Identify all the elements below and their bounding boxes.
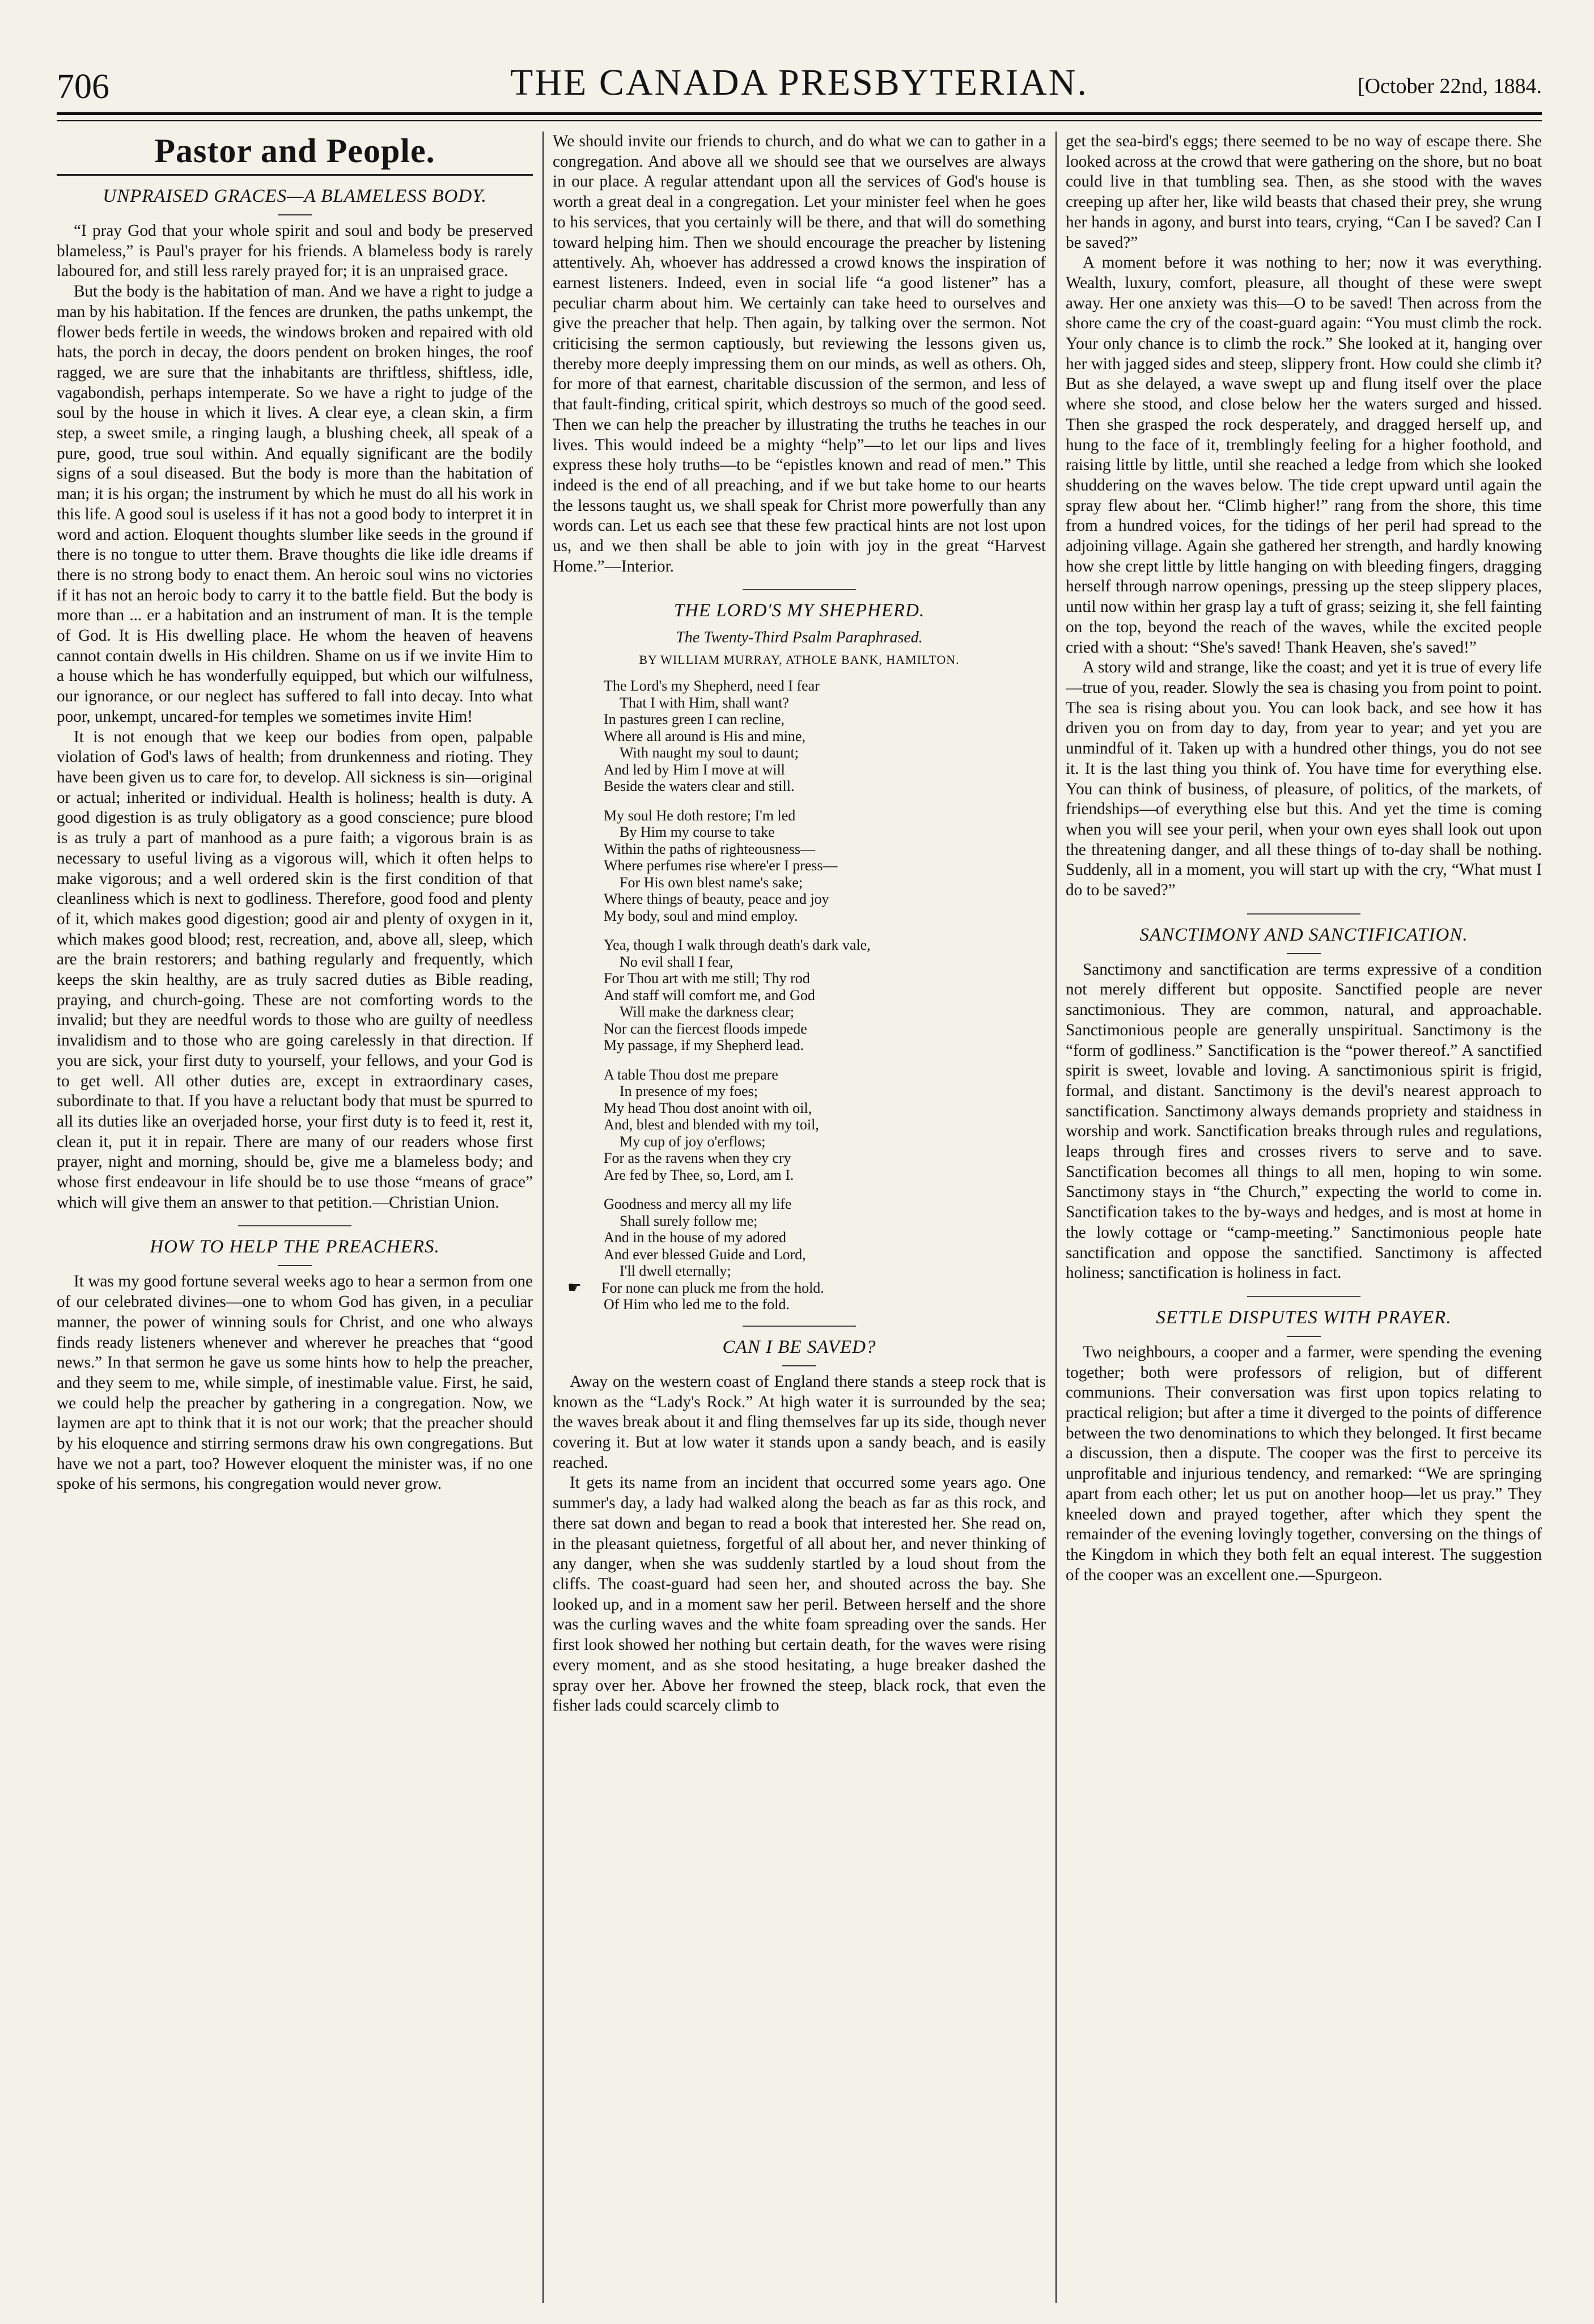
poem-line: By Him my course to take: [620, 824, 775, 841]
poem-line: Shall surely follow me;: [620, 1212, 758, 1229]
poem-line: And led by Him I move at will: [604, 761, 785, 778]
section-rule: [1247, 913, 1360, 915]
poem-line: My cup of joy o'erflows;: [620, 1133, 766, 1150]
poem-line: Beside the waters clear and still.: [604, 778, 795, 795]
poem-line: For as the ravens when they cry: [604, 1150, 791, 1167]
poem-line: A table Thou dost me prepare: [604, 1066, 778, 1083]
column-divider-1: [542, 132, 544, 2303]
poem-title: THE LORD'S MY SHEPHERD.: [673, 600, 925, 621]
poem-line: For Thou art with me still; Thy rod: [604, 970, 810, 987]
poem-line: For none can pluck me from the hold.: [601, 1279, 824, 1296]
poem-line: And in the house of my adored: [604, 1229, 787, 1246]
section-rule: [743, 589, 856, 590]
paragraph: A story wild and strange, like the coast; and yet it is true of every life—true of you, reader. Slowly the sea is chasing you from point to point. The sea is rising about you. You can look back, and see how it has driven you on from day to day, from year to year; and yet you are unmindful of it. Taken up with a hundred other things, you do not see it. It is the last thing you think of. You have time for everything else. You can think of business, of pleasure, of politics, of the markets, of friendships—of everything else but this. And yet the time is coming when you will see your peril, when your own eyes shall look out upon the threatening danger, and all these things of to-day shall be nothing. Suddenly, all in a moment, you will start up with the cry, “What must I do to be saved?”: [1066, 658, 1542, 900]
poem-line: And ever blessed Guide and Lord,: [604, 1246, 806, 1263]
section-rule: [238, 1225, 351, 1226]
poem-line: Yea, though I walk through death's dark vale,: [604, 937, 871, 954]
poem-line: And, blest and blended with my toil,: [604, 1116, 819, 1133]
title-dash: [782, 1365, 816, 1366]
poem: [567, 678, 1046, 1313]
article-title: HOW TO HELP THE PREACHERS.: [150, 1237, 440, 1258]
header-rule-thick: [57, 112, 1542, 115]
poem-line: My body, soul and mind employ.: [604, 907, 798, 924]
poem-line: In pastures green I can recline,: [604, 711, 785, 728]
poem-line: Where all around is His and mine,: [604, 727, 806, 744]
poem-line: Will make the darkness clear;: [620, 1004, 794, 1021]
paragraph: It is not enough that we keep our bodies from open, palpable violation of God's laws of health; from drunkenness and rioting. They have been given us to care for, to develop. All sickness is sin—original or actual; inherited or individual. Health is holiness; health is duty. A good digestion is as truly obligatory as a good conscience; pure blood is as truly a part of manhood as a pure faith; a vigorous brain is as necessary to useful living as a vigorous will, which it often helps to make vigorous; and a well ordered skin is the first condition of that cleanliness which is next to godliness. Therefore, good food and plenty of it, which makes good digestion; good air and plenty of oxygen in it, which makes good blood; rest, recreation, and, above all, sleep, which are the brain restorers; and bathing regularly and frequently, which keeps the skin healthy, are as truly sacred duties as Bible reading, praying, and church-going. These are not comforting words to the invalid; but they are needful words to those who are guilty of needless invalidism and to those who are going carelessly in that direction. If you are sick, your first duty to yourself, your fellows, and your God is to get well. All other duties are, except in extraordinary cases, subordinate to that. If you have a reluctant body that must be spurred to all its duties like an overjaded horse, your first duty is to feed it, rest it, clean it, put it in repair. There are many of our readers whose first prayer, night and morning, should be, give me a blameless body; and whose first endeavour in life should be to use those “means of grace” which will give them an answer to that petition.—Christian Union.: [57, 727, 533, 1212]
column-divider-2: [1055, 132, 1057, 2303]
article-title: SETTLE DISPUTES WITH PRAYER.: [1156, 1307, 1452, 1328]
paragraph: “I pray God that your whole spirit and soul and body be preserved blameless,” is Paul's prayer for his friends. A blameless body is rarely laboured for, and still less rarely prayed for; it is an unpraised grace.: [57, 222, 533, 281]
poem-byline: BY WILLIAM MURRAY, ATHOLE BANK, HAMILTON.: [639, 653, 960, 667]
poem-stanza: [567, 1196, 1046, 1313]
poem-stanza: [604, 937, 1046, 1054]
pointing-hand-icon: ☛: [567, 1279, 582, 1297]
poem-line: The Lord's my Shepherd, need I fear: [604, 678, 820, 695]
poem-line: My passage, if my Shepherd lead.: [604, 1037, 804, 1054]
title-dash: [1287, 1336, 1321, 1337]
poem-line: My head Thou dost anoint with oil,: [604, 1099, 812, 1116]
title-dash: [278, 1265, 312, 1266]
poem-line: Goodness and mercy all my life: [604, 1196, 792, 1213]
paragraph: Two neighbours, a cooper and a farmer, were spending the evening together; both were professors of religion, but of different communions. Their conversation was first upon topics relating to practical religion; but after a time it diverged to the points of difference between the two denominations to which they belonged. It first became a discussion, then a dispute. The cooper was the first to perceive its unprofitable and injurious tendency, and remarked: “We are springing apart from each other; let us put on another hoop—let us pray.” They kneeled down and prayed together, after which they spent the remainder of the evening lovingly together, conversing on the things of the Kingdom in which they both felt an equal interest. The suggestion of the cooper was an excellent one.—Spurgeon.: [1066, 1343, 1542, 1584]
article-title: SANCTIMONY AND SANCTIFICATION.: [1139, 924, 1468, 945]
title-dash: [1287, 953, 1321, 954]
poem-line: In presence of my foes;: [620, 1083, 758, 1100]
poem-line: For His own blest name's sake;: [620, 874, 803, 891]
poem-line: Are fed by Thee, so, Lord, am I.: [604, 1166, 794, 1183]
poem-stanza: [604, 807, 1046, 925]
poem-line: With naught my soul to daunt;: [620, 744, 799, 761]
paragraph: It gets its name from an incident that occurred some years ago. One summer's day, a lady had walked along the beach as far as this rock, and there sat down and began to read a book that interested her. She read on, in the pleasant quietness, forgetful of all about her, and never thinking of any danger, when she was suddenly startled by a loud shout from the cliffs. The coast-guard had seen her, and shouted across the bay. She looked up, and in a moment saw her peril. Between herself and the shore was the curling waves and the white foam spreading over the sands. Her first look showed her nothing but certain death, for the waves were rising every moment, and as she stood hesitating, a huge breaker dashed the spray over her. Above her frowned the steep, black rock, that even the fisher lads could scarcely climb to: [553, 1474, 1046, 1715]
column-2: [553, 132, 1046, 2303]
title-dash: [278, 214, 312, 215]
column-1: [57, 132, 533, 2303]
paragraph: We should invite our friends to church, and do what we can to gather in a congregation. And above all we should see that we ourselves are always in our place. A regular attendant upon all the services of God's house is worth a great deal in a congregation. Let your minister feel when he goes to his services, that you certainly will be there, and that will do something toward helping him. Then we should encourage the preacher by listening attentively. Ah, whoever has addressed a crowd knows the inspiration of earnest listeners. Indeed, even in social life “a good listener” has a peculiar charm about him. We certainly can take heed to ourselves and give the preacher that help. Then again, by talking over the sermon. Not criticising the sermon captiously, but reviewing the lessons given us, thereby more deeply impressing them on our minds, as well as others. Oh, for more of that earnest, charitable discussion of the sermon, and less of that fault-finding, critical spirit, which destroys so much of the good seed. Then we can help the preacher by illustrating the truths he teaches in our lives. This would indeed be a mighty “help”—to let our lips and lives express these holy truths—to be “epistles known and read of men.” This indeed is the end of all preaching, and if we but take home to our hearts the lessons taught us, we shall speak for Christ more powerfully than any words can. Let us each see that these few practical hints are not lost upon us, and we then shall be able to join with joy in the great “Harvest Home.”—Interior.: [553, 132, 1046, 575]
newspaper-title: THE CANADA PRESBYTERIAN.: [510, 62, 1088, 103]
section-rule: [743, 1326, 856, 1327]
article-title: CAN I BE SAVED?: [722, 1336, 876, 1357]
poem-line: Where perfumes rise where'er I press—: [604, 857, 838, 874]
poem-stanza: [604, 1066, 1046, 1184]
section-rule: [1247, 1296, 1360, 1297]
issue-date: [October 22nd, 1884.: [1357, 74, 1542, 98]
poem-stanza: [604, 678, 1046, 795]
poem-line: That I with Him, shall want?: [620, 694, 789, 711]
poem-line: Where things of beauty, peace and joy: [604, 891, 829, 908]
poem-line: Nor can the fiercest floods impede: [604, 1020, 807, 1037]
poem-line: My soul He doth restore; I'm led: [604, 807, 796, 824]
poem-line: Of Him who led me to the fold.: [604, 1296, 790, 1313]
masthead-rule: [57, 174, 533, 176]
column-3: [1066, 132, 1542, 2303]
poem-line: Within the paths of righteousness—: [604, 840, 816, 857]
poem-subtitle: The Twenty-Third Psalm Paraphrased.: [676, 629, 923, 647]
section-masthead: Pastor and People.: [154, 132, 435, 170]
paragraph: Away on the western coast of England there stands a steep rock that is known as the “Lady's Rock.” At high water it is surrounded by the sea; the waves break about it and fling themselves far up its side, though never covering it. But at low water it stands upon a sandy beach, and is easily reached.: [553, 1372, 1046, 1472]
page-header: [57, 61, 1542, 112]
article-title: UNPRAISED GRACES—A BLAMELESS BODY.: [103, 186, 487, 206]
paragraph: A moment before it was nothing to her; now it was everything. Wealth, luxury, comfort, pleasure, all thought of these were swept away. Her one anxiety was this—O to be saved! Then across from the shore came the cry of the coast-guard again: “You must climb the rock. Your only chance is to climb the rock.” She looked at it, hanging over her with jagged sides and steep, slippery front. How could she climb it? But as she delayed, a wave swept up and flung itself over the place where she stood, and close below her the waters surged and hissed. Then she grasped the rock desperately, and dragged herself up, and hung to the face of it, tremblingly feeling for a higher foothold, and raising little by little, until she reached a ledge from which she looked shuddering on the waves below. The tide crept upward until again the spray flew about her. “Climb higher!” rang from the shore, this time from a hundred voices, for the tidings of her peril had spread to the adjoining village. Again she gathered her strength, and hardly knowing how she crept little by little hanging on with bleeding fingers, dragging herself through narrow openings, pressing up the steep slippery places, until now within her grasp lay a tuft of grass; seizing it, she fell fainting on the top, beyond the reach of the waves, while the excited people cried with a shout: “She's saved! Thank Heaven, she's saved!”: [1066, 253, 1542, 657]
poem-line: No evil shall I fear,: [620, 953, 734, 970]
paragraph: Sanctimony and sanctification are terms expressive of a condition not merely different but opposite. Sanctified people are never sanctimonious. They are common, natural, and approachable. Sanctimonious people are generally unspiritual. Sanctimony is the “form of godliness.” Sanctification is the “power thereof.” A sanctified spirit is sweet, lovable and loving. A sanctimonious spirit is frigid, formal, and distant. Sanctimony is the devil's nearest approach to sanctification. Sanctimony always demands propriety and staidness in worship and work. Sanctification breaks through rules and regulations, leaps through fires and crosses rivers to serve and to save. Sanctification becomes all things to all men, hoping to win some. Sanctimony stays in “the Church,” expecting the world to come in. Sanctification takes to the by-ways and hedges, and is most at home in the lowly cottage or “camp-meeting.” Sanctimonious people hate sanctification and oppose the sanctified. Sanctimony is affected holiness; sanctification is holiness in fact.: [1066, 960, 1542, 1282]
paragraph: It was my good fortune several weeks ago to hear a sermon from one of our celebrated divines—one to whom God has given, in a peculiar manner, the power of winning souls for Christ, and one who always finds ready listeners whenever and wherever he preaches that “good news.” In that sermon he gave us some hints how to help the preacher, and they seem to me, while simple, of inestimable value. First, he said, we could help the preacher by gathering in a congregation. Now, we laymen are apt to think that it is not our work; that the preacher should by his eloquence and stirring sermons draw his own congregations. But have we not a part, too? However eloquent the minister was, if no one spoke of his sermons, his congregation would never grow.: [57, 1272, 533, 1493]
paragraph: get the sea-bird's eggs; there seemed to be no way of escape there. She looked across at the crowd that were gathering on the shore, but no boat could live in that tumbling sea. Then, as she stood with the waves creeping up after her, like wild beasts that chased their prey, she wrung her hands in agony, and burst into tears, crying, “Can I be saved? Can I be saved?”: [1066, 132, 1542, 252]
poem-line: And staff will comfort me, and God: [604, 987, 815, 1004]
header-rule-thin: [57, 120, 1542, 121]
page-number: 706: [57, 67, 109, 106]
poem-line: I'll dwell eternally;: [620, 1263, 731, 1280]
paragraph: But the body is the habitation of man. And we have a right to judge a man by his habitation. If the fences are drunken, the paths unkempt, the flower beds fertile in weeds, the windows broken and repaired with old hats, the porch in decay, the doors pendent on broken hinges, the roof ragged, we are sure that the inhabitants are thriftless, shiftless, idle, vagabondish, perhaps intemperate. So we have a right to judge of the soul by the house in which it lives. A clear eye, a clean skin, a firm step, a sweet smile, a ringing laugh, a blushing cheek, all speak of a pure, good, true soul within. And equally significant are the bodily signs of a soul diseased. But the body is more than the habitation of man; it is his organ; the instrument by which he must do all his work in this life. A good soul is useless if it has not a good body to interpret it in word and action. Eloquent thoughts slumber like seeds in the ground if there is no tongue to utter them. Brave thoughts die like idle dreams if there is no strong body to enact them. An heroic soul wins no victories if it has not an heroic body to carry it to the battle field. But the body is more than ... er a habitation and an instrument of man. It is the temple of God. It is His dwelling place. He whom the heaven of heavens cannot contain dwells in His children. Shame on us if we invite Him to a house which he has wonderfully equipped, but which our wilfulness, our ignorance, or our neglect has suffered to fall into decay. Into what poor, unkempt, uncared-for temples we sometimes invite Him!: [57, 282, 533, 726]
